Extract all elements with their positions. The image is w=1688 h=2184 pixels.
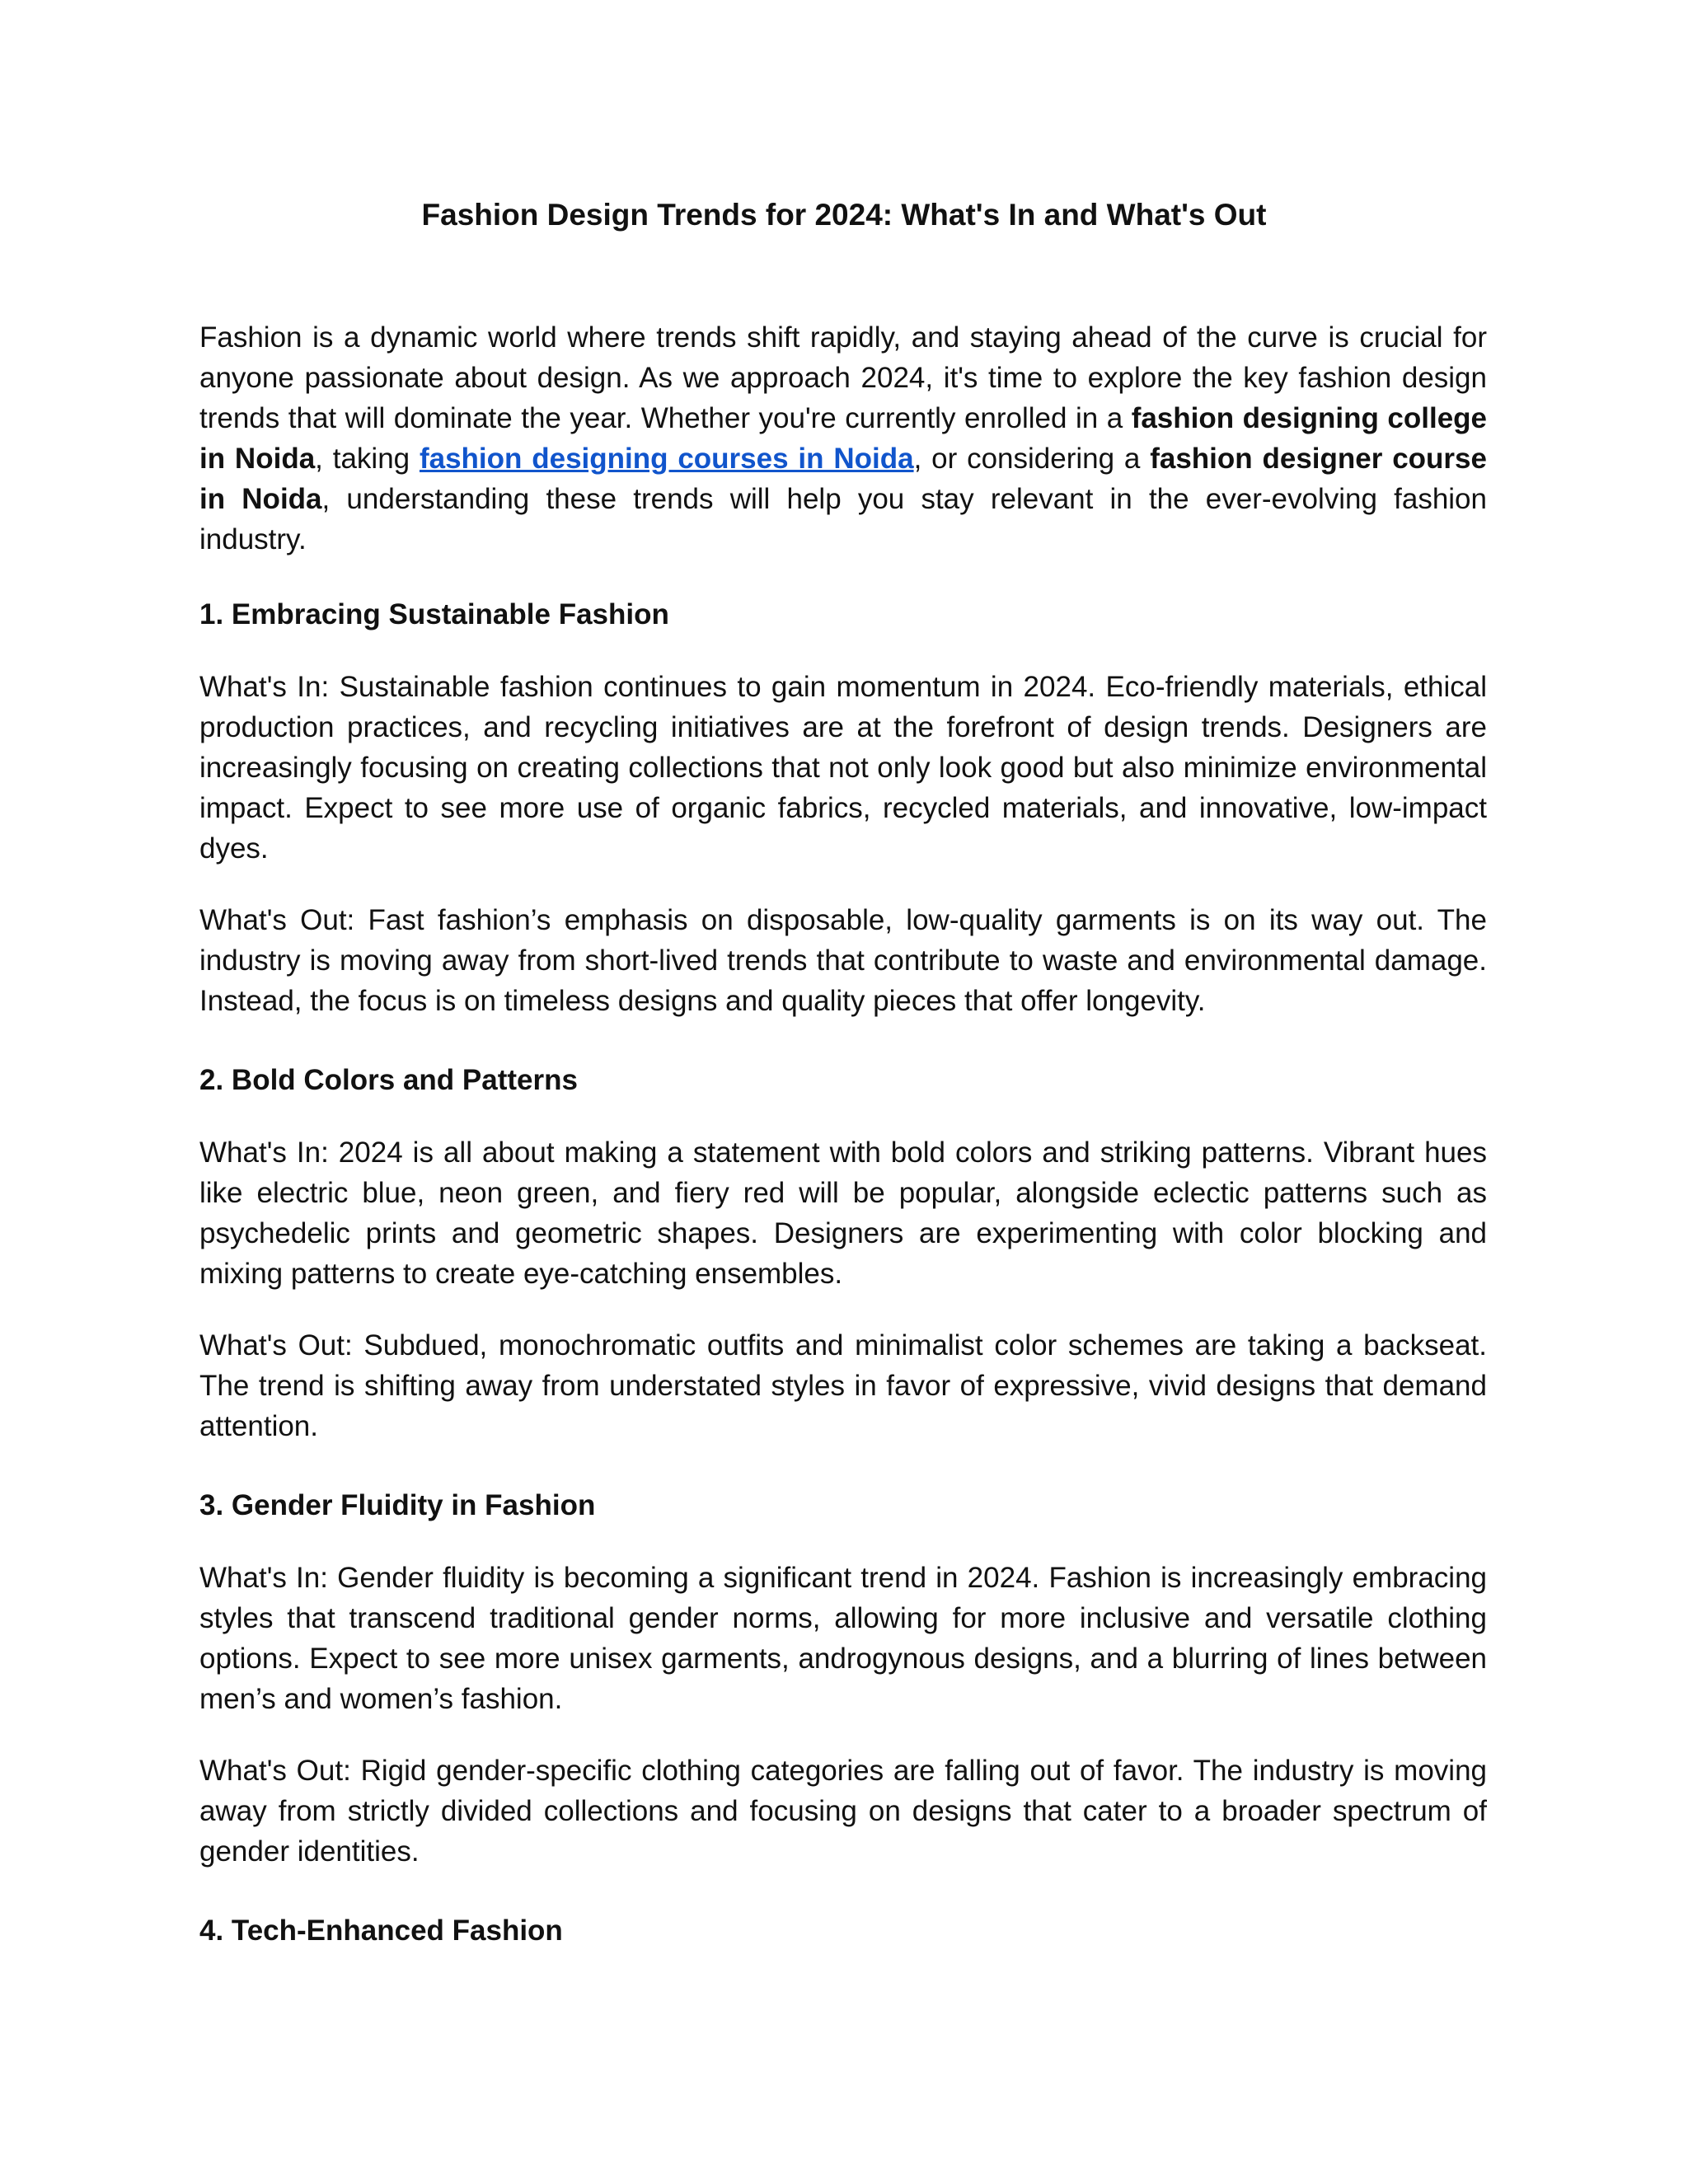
section-heading-1: 1. Embracing Sustainable Fashion xyxy=(199,598,669,630)
section-1-whats-out: What's Out: Fast fashion’s emphasis on disposable, low-quality garments is on its way out. The industry is moving away from short-lived trends that contribute to waste and environmental damage. Instead, the focus is on timeless designs and quality pieces that offer longevity. xyxy=(199,904,1487,1017)
section-3-whats-in: What's In: Gender fluidity is becoming a significant trend in 2024. Fashion is increasingly embracing styles that transcend traditional gender norms, allowing for more inclusive and versatile clothing options. Expect to see more unisex garments, androgynous designs, and a blurring of lines between men’s and women’s fashion. xyxy=(199,1562,1487,1715)
section-heading-2: 2. Bold Colors and Patterns xyxy=(199,1064,578,1096)
courses-link[interactable]: fashion designing courses in Noida xyxy=(419,443,914,475)
section-2-whats-in: What's In: 2024 is all about making a statement with bold colors and striking patterns. Vibrant hues like electric blue, neon green, and fiery red will be popular, alongside eclectic patterns such as psychedelic prints and geometric shapes. Designers are experimenting with color blocking and mixing patterns to create eye-catching ensembles. xyxy=(199,1137,1487,1290)
section-1-whats-in: What's In: Sustainable fashion continues to gain momentum in 2024. Eco-friendly materials, ethical production practices, and recycling initiatives are at the forefront of design trends. Designers are increasingly focusing on creating collections that not only look good but also minimize environmental impact. Expect to see more use of organic fabrics, recycled materials, and innovative, low-impact dyes. xyxy=(199,671,1487,865)
section-3-whats-out: What's Out: Rigid gender-specific clothing categories are falling out of favor. The industry is moving away from strictly divided collections and focusing on designs that cater to a broader spectrum of gender identities. xyxy=(199,1755,1487,1868)
intro-text-1: Fashion is a dynamic world where trends shift rapidly, and staying ahead of the curve is crucial for anyone passionate about design. As we approach 2024, it's time to explore the key fashion design trends that will dominate the year. Whether you're currently enrolled in a xyxy=(199,321,1487,434)
intro-bold-course: fashion designer course in Noida xyxy=(199,443,1487,515)
intro-paragraph xyxy=(199,317,1487,560)
section-heading-3: 3. Gender Fluidity in Fashion xyxy=(199,1489,596,1521)
intro-text-3: , or considering a xyxy=(913,443,1151,475)
document-title: Fashion Design Trends for 2024: What's In and What's Out xyxy=(421,198,1267,232)
intro-text-2: , taking xyxy=(315,443,420,475)
intro-text-4: , understanding these trends will help you stay relevant in the ever-evolving fashion industry. xyxy=(199,483,1487,555)
section-2-whats-out: What's Out: Subdued, monochromatic outfits and minimalist color schemes are taking a backseat. The trend is shifting away from understated styles in favor of expressive, vivid designs that demand attention. xyxy=(199,1329,1487,1442)
intro-bold-college: fashion designing college in Noida xyxy=(199,402,1488,475)
section-heading-4: 4. Tech-Enhanced Fashion xyxy=(199,1915,563,1947)
